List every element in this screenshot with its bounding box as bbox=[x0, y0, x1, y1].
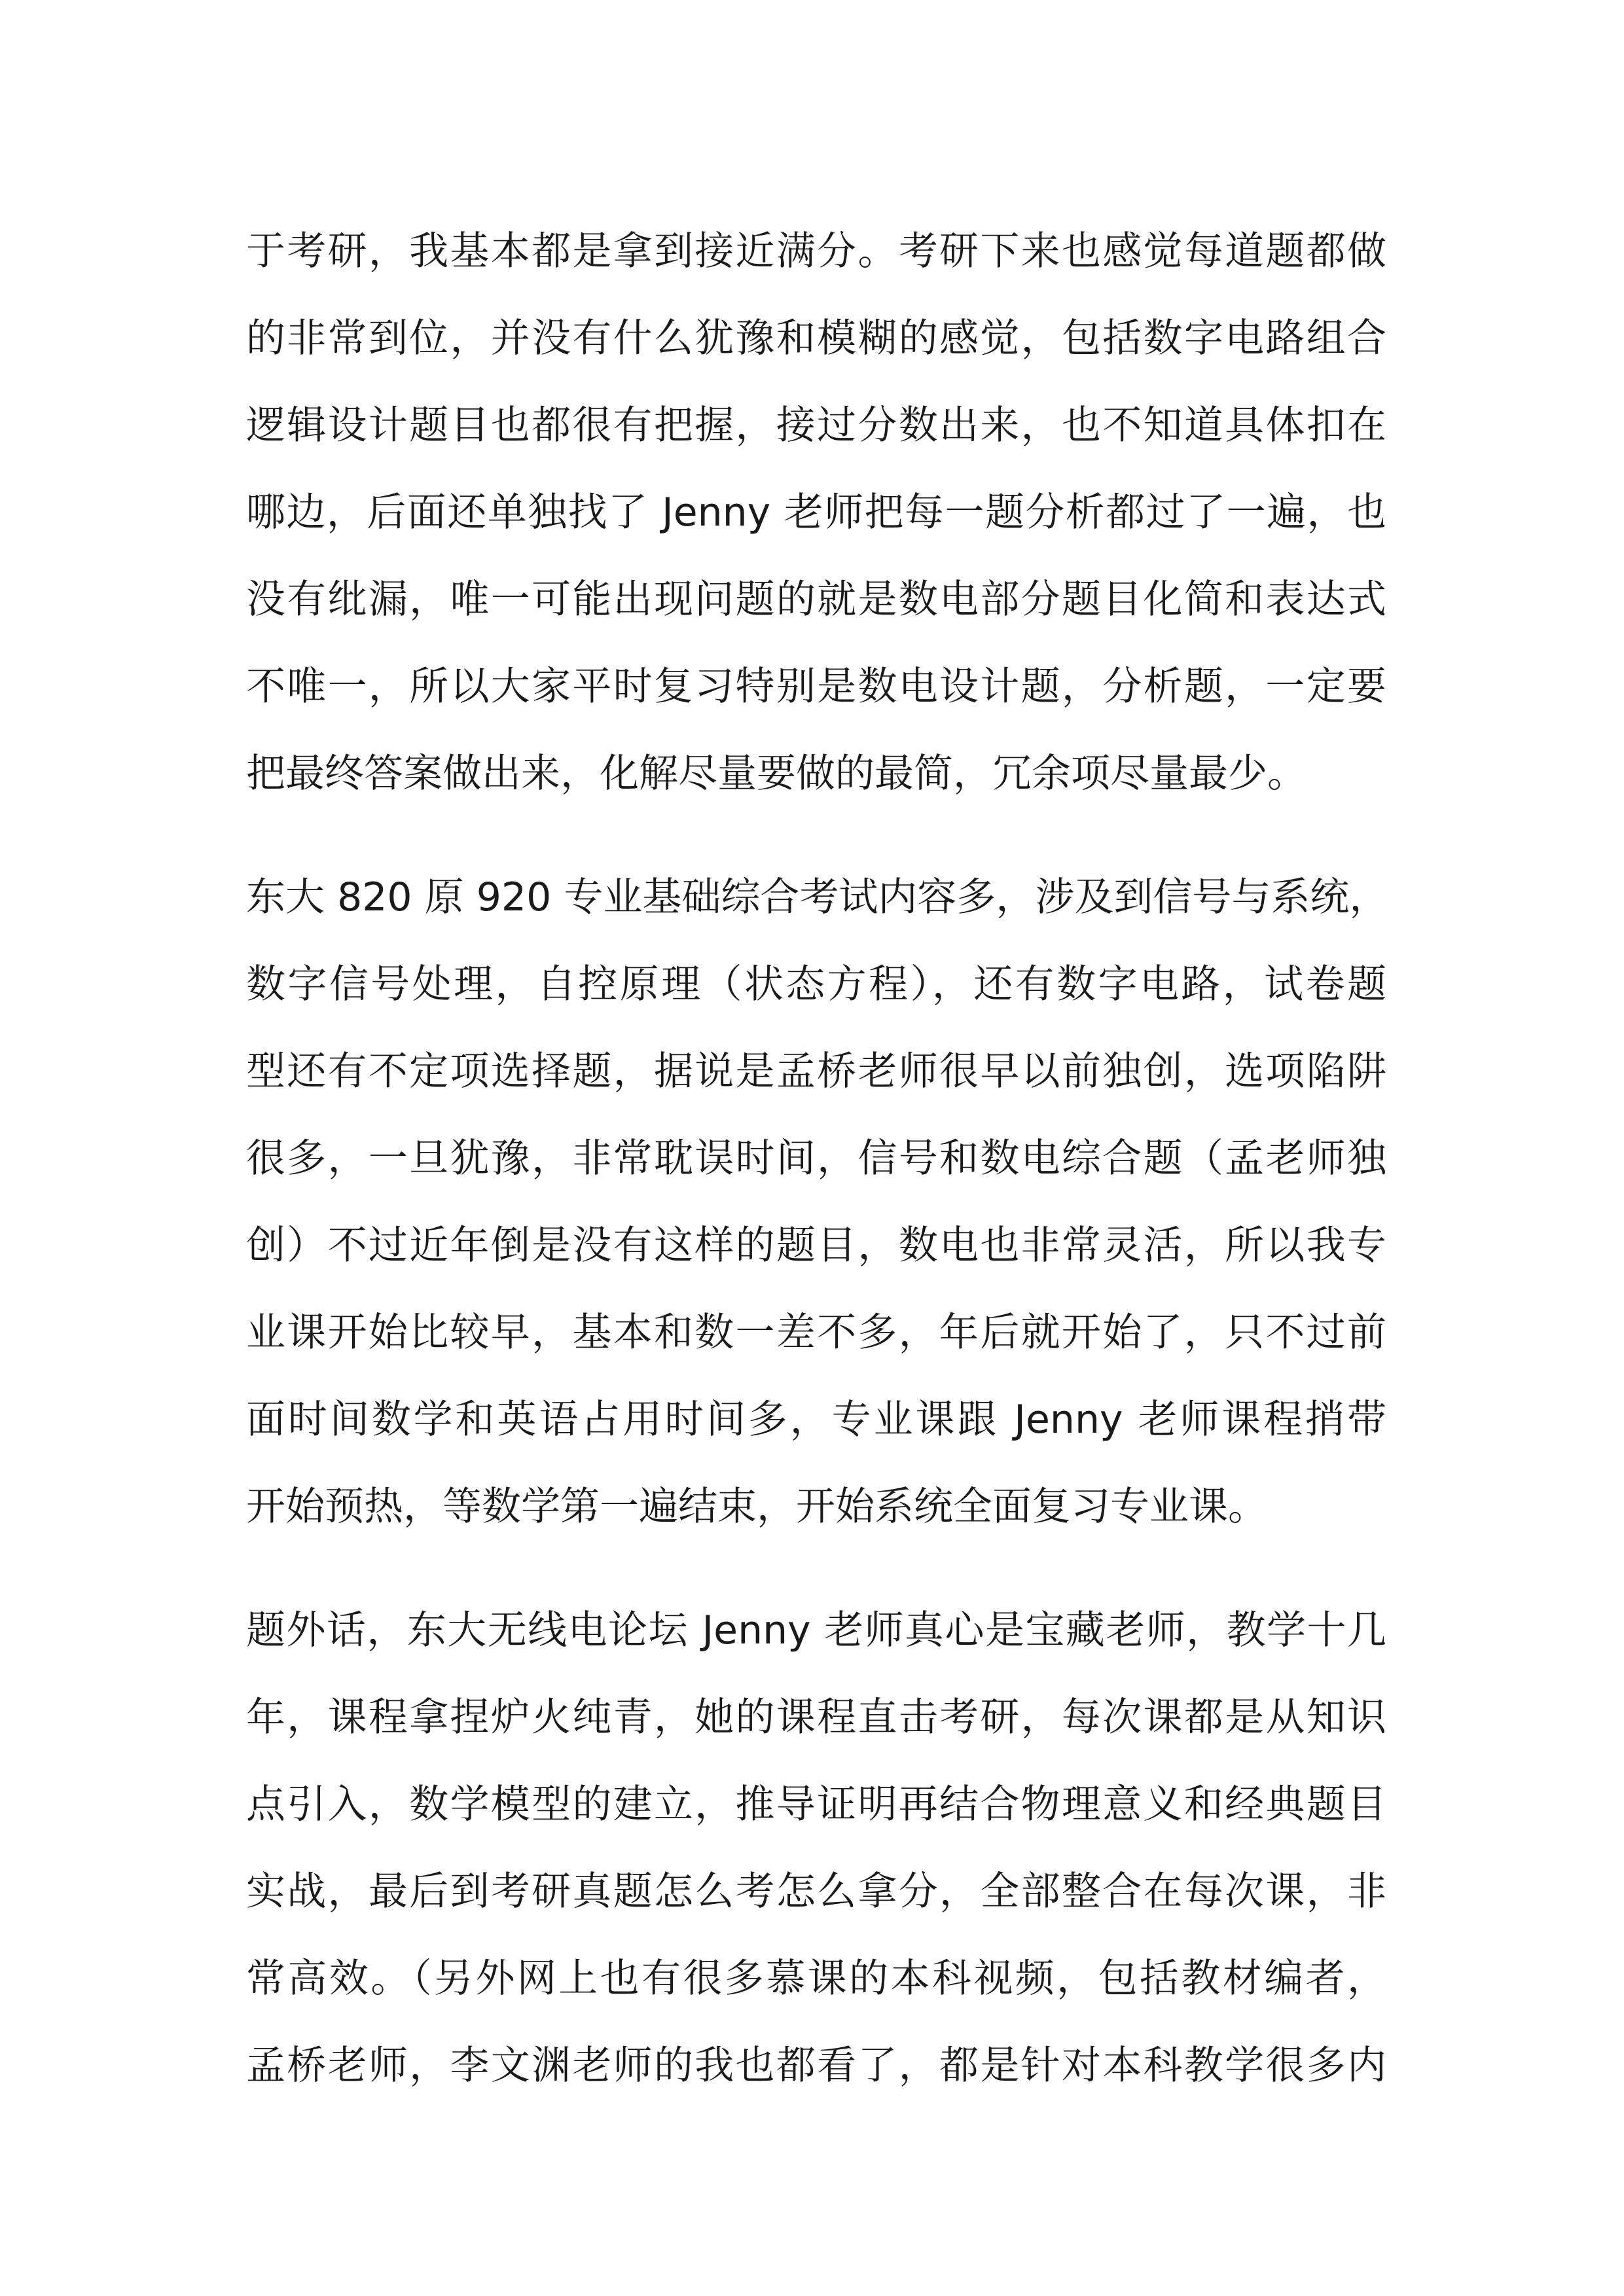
text-line: 数字信号处理，自控原理（状态方程），还有数字电路，试卷题 bbox=[246, 961, 1386, 1007]
text-line: 开始预热，等数学第一遍结束，开始系统全面复习专业课。 bbox=[246, 1484, 1267, 1530]
text-line: 创）不过近年倒是没有这样的题目，数电也非常灵活，所以我专 bbox=[246, 1223, 1386, 1268]
text-line: 题外话，东大无线电论坛 Jenny 老师真心是宝藏老师，教学十几 bbox=[246, 1607, 1386, 1653]
paragraph-spacer bbox=[246, 817, 1386, 854]
paragraph-spacer bbox=[246, 1551, 1386, 1587]
text-line: 面时间数学和英语占用时间多，专业课跟 Jenny 老师课程捎带 bbox=[246, 1397, 1386, 1443]
text-line: 不唯一，所以大家平时复习特别是数电设计题，分析题，一定要 bbox=[246, 664, 1386, 709]
text-line: 点引入，数学模型的建立，推导证明再结合物理意义和经典题目 bbox=[246, 1782, 1386, 1827]
text-line: 没有纰漏，唯一可能出现问题的就是数电部分题目化简和表达式 bbox=[246, 577, 1386, 622]
text-line: 很多，一旦犹豫，非常耽误时间，信号和数电综合题（孟老师独 bbox=[246, 1136, 1386, 1181]
document-page bbox=[246, 208, 1389, 2109]
paragraph-1 bbox=[246, 208, 1386, 817]
text-line: 于考研，我基本都是拿到接近满分。考研下来也感觉每道题都做 bbox=[246, 228, 1386, 274]
text-line: 实战，最后到考研真题怎么考怎么拿分，全部整合在每次课，非 bbox=[246, 1869, 1386, 1914]
paragraph-3 bbox=[246, 1587, 1386, 2109]
paragraph-2 bbox=[246, 854, 1389, 1551]
text-line: 型还有不定项选择题，据说是孟桥老师很早以前独创，选项陷阱 bbox=[246, 1049, 1386, 1094]
text-line: 东大 820 原 920 专业基础综合考试内容多，涉及到信号与系统， bbox=[246, 874, 1389, 920]
text-line: 的非常到位，并没有什么犹豫和模糊的感觉，包括数字电路组合 bbox=[246, 315, 1386, 361]
text-line: 业课开始比较早，基本和数一差不多，年后就开始了，只不过前 bbox=[246, 1310, 1386, 1355]
text-line: 常高效。（另外网上也有很多慕课的本科视频，包括教材编者， bbox=[246, 1956, 1386, 2001]
text-line: 年，课程拿捏炉火纯青，她的课程直击考研，每次课都是从知识 bbox=[246, 1695, 1386, 1740]
text-line: 哪边，后面还单独找了 Jenny 老师把每一题分析都过了一遍，也 bbox=[246, 490, 1386, 535]
text-line: 逻辑设计题目也都很有把握，接过分数出来，也不知道具体扣在 bbox=[246, 403, 1386, 448]
text-line: 孟桥老师，李文渊老师的我也都看了，都是针对本科教学很多内 bbox=[246, 2043, 1386, 2089]
text-line: 把最终答案做出来，化解尽量要做的最简，冗余项尽量最少。 bbox=[246, 751, 1307, 797]
